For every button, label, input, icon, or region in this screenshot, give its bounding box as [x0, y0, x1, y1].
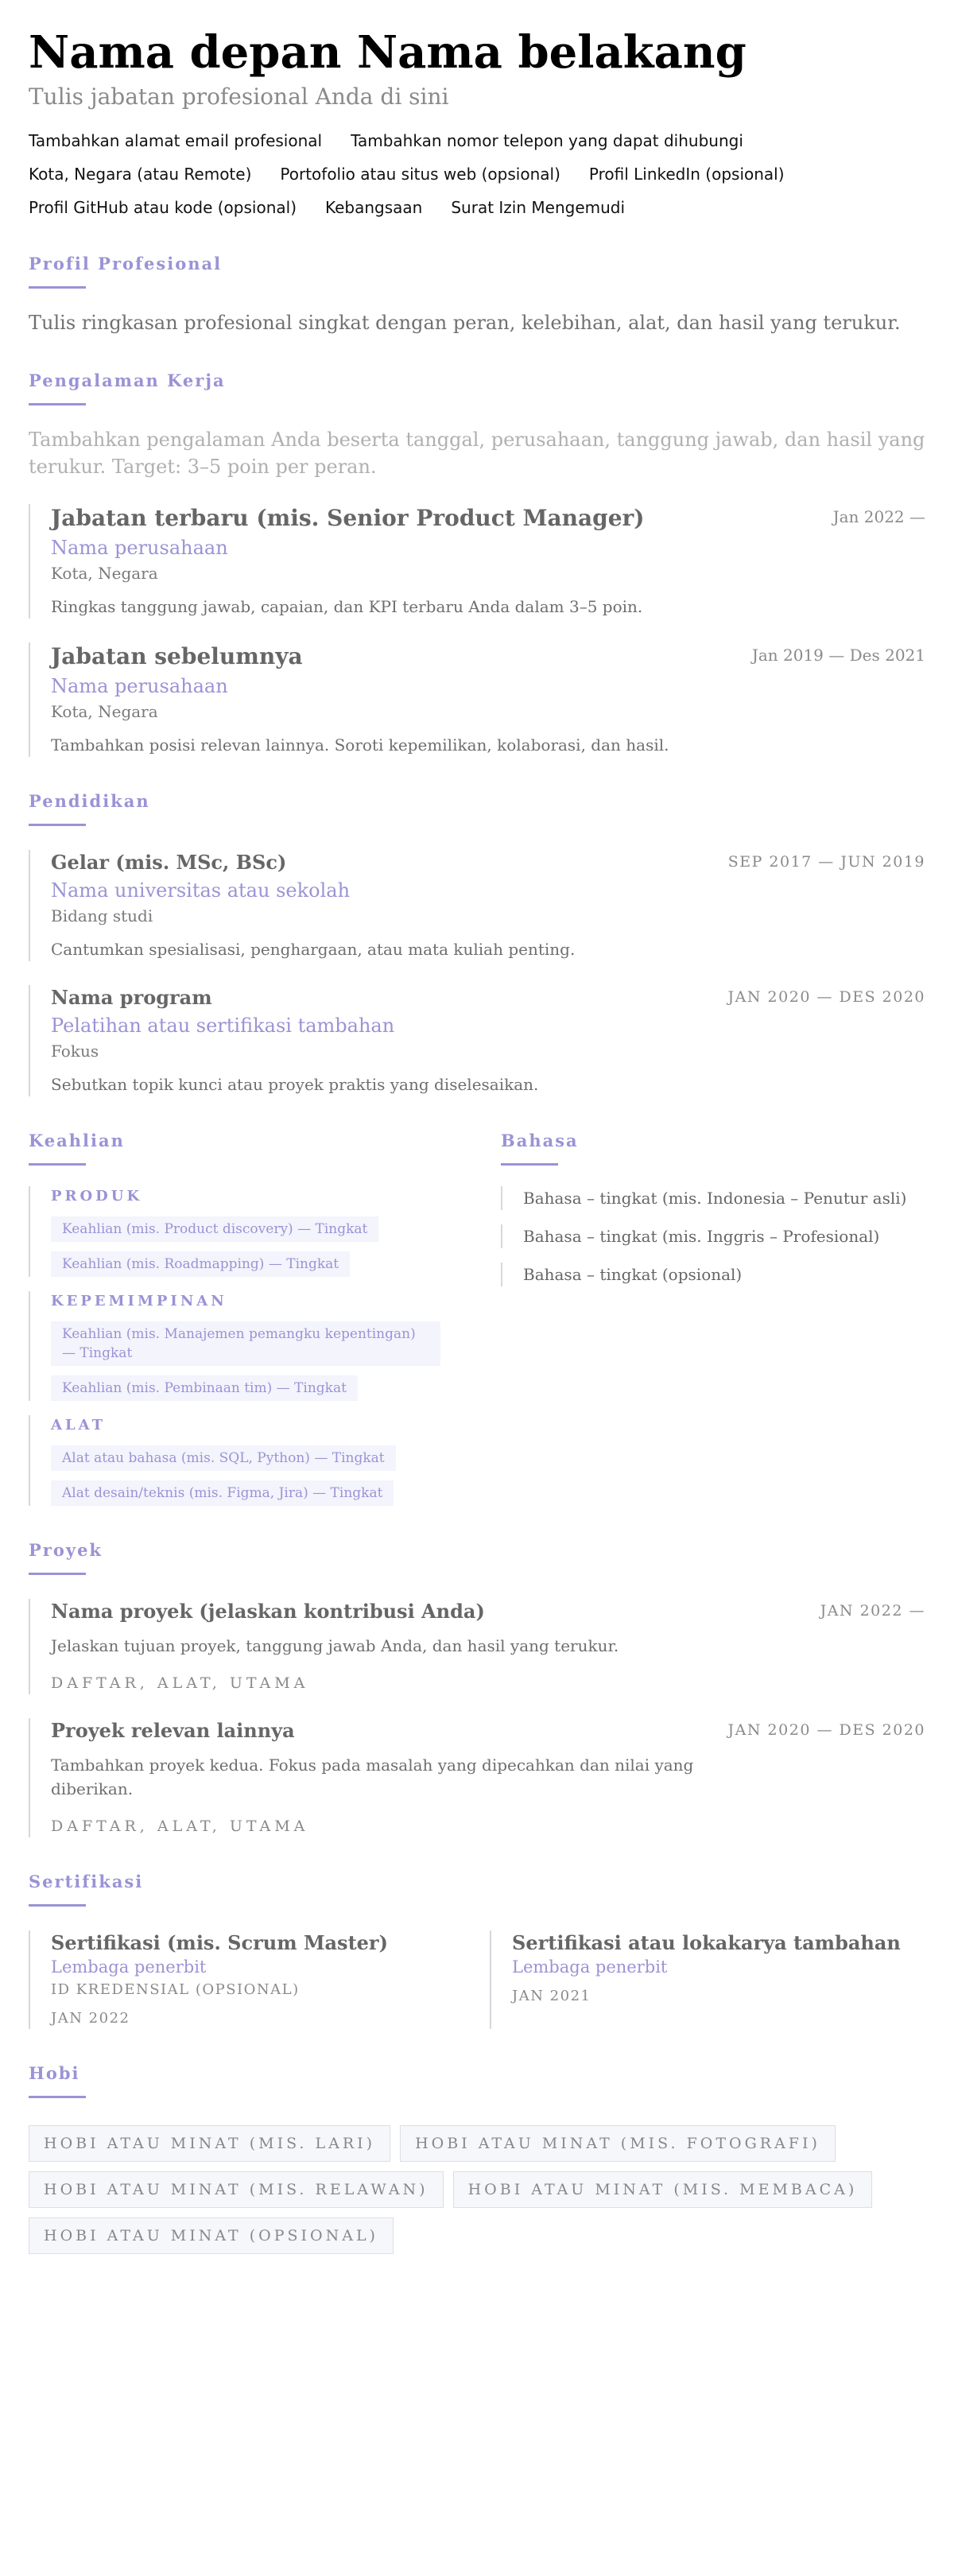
skill-category: PRODUK: [51, 1188, 143, 1205]
section-title: Pendidikan: [29, 791, 150, 811]
skill-group: [29, 1291, 474, 1401]
language-item: Bahasa – tingkat (opsional): [501, 1263, 925, 1286]
education-description: Cantumkan spesialisasi, penghargaan, atau mata kuliah penting.: [51, 940, 576, 959]
language-item: Bahasa – tingkat (mis. Indonesia – Penutur asli): [501, 1186, 925, 1210]
section-divider: [29, 1904, 86, 1907]
project-description: Tambahkan proyek kedua. Fokus pada masalah yang dipecahkan dan nilai yang diberikan.: [51, 1755, 694, 1798]
project-name: Nama proyek (jelaskan kontribusi Anda): [51, 1600, 485, 1623]
skill-category: KEPEMIMPINAN: [51, 1293, 227, 1309]
project-description: Jelaskan tujuan proyek, tanggung jawab Anda, dan hasil yang terukur.: [51, 1636, 619, 1655]
hobbies-section: [29, 2062, 925, 2254]
section-title: Sertifikasi: [29, 1872, 144, 1891]
skill-chip: Keahlian (mis. Pembinaan tim) — Tingkat: [51, 1375, 358, 1401]
skill-chip: Alat desain/teknis (mis. Figma, Jira) — Tingkat: [51, 1480, 394, 1506]
certification-name: Sertifikasi atau lokakarya tambahan: [512, 1931, 901, 1954]
resume-header: [29, 27, 925, 219]
project-name: Proyek relevan lainnya: [51, 1719, 295, 1742]
section-divider: [29, 403, 86, 405]
section-divider: [29, 824, 86, 826]
section-divider: [29, 2096, 86, 2098]
project-tags: DAFTAR, ALAT, UTAMA: [51, 1818, 309, 1835]
school-name: Nama universitas atau sekolah: [51, 879, 351, 902]
job-date: Jan 2019 — Des 2021: [751, 646, 925, 665]
certification-issuer: Lembaga penerbit: [512, 1957, 668, 1977]
languages-section: [501, 1130, 925, 1506]
education-section: [29, 790, 925, 1096]
contact-linkedin: Profil LinkedIn (opsional): [588, 165, 785, 184]
section-title: Profil Profesional: [29, 254, 223, 274]
contact-portfolio: Portofolio atau situs web (opsional): [280, 165, 560, 184]
hobby-list: [29, 2125, 925, 2254]
project-entry: [29, 1718, 925, 1837]
school-name: Pelatihan atau sertifikasi tambahan: [51, 1014, 395, 1037]
section-divider: [501, 1163, 558, 1166]
project-tags: DAFTAR, ALAT, UTAMA: [51, 1674, 309, 1692]
full-name: Nama depan Nama belakang: [29, 26, 747, 79]
education-description: Sebutkan topik kunci atau proyek praktis yang diselesaikan.: [51, 1075, 539, 1094]
experience-section: [29, 370, 925, 757]
degree-name: Nama program: [51, 986, 212, 1009]
skill-chip: Alat atau bahasa (mis. SQL, Python) — Tingkat: [51, 1445, 396, 1471]
section-divider: [29, 286, 86, 289]
company-name: Nama perusahaan: [51, 537, 228, 559]
company-name: Nama perusahaan: [51, 675, 228, 697]
experience-entry: [29, 642, 925, 757]
certification-date: JAN 2021: [512, 1988, 591, 2004]
language-list: [501, 1186, 925, 1286]
projects-section: [29, 1539, 925, 1837]
certification-list: [29, 1930, 925, 2029]
section-divider: [29, 1573, 86, 1575]
certifications-section: [29, 1871, 925, 2029]
experience-intro: Tambahkan pengalaman Anda beserta tanggal, perusahaan, tanggung jawab, dan hasil yang terukur. Target: 3–5 poin per peran.: [29, 429, 925, 478]
experience-entry: [29, 504, 925, 619]
section-title: Bahasa: [501, 1131, 579, 1150]
skill-chip: Keahlian (mis. Roadmapping) — Tingkat: [51, 1251, 350, 1277]
project-entry: [29, 1599, 925, 1694]
certification-name: Sertifikasi (mis. Scrum Master): [51, 1931, 388, 1954]
field-of-study: Fokus: [51, 1042, 99, 1061]
section-title: Pengalaman Kerja: [29, 370, 226, 390]
profile-summary: Tulis ringkasan profesional singkat dengan peran, kelebihan, alat, dan hasil yang terukur.: [29, 312, 901, 334]
project-date: JAN 2022 —: [820, 1602, 925, 1620]
degree-name: Gelar (mis. MSc, BSc): [51, 851, 287, 874]
project-date: JAN 2020 — DES 2020: [727, 1721, 925, 1739]
section-title: Hobi: [29, 2063, 80, 2083]
skill-category: ALAT: [51, 1417, 106, 1433]
skill-group: [29, 1186, 474, 1277]
credential-id: ID KREDENSIAL (OPSIONAL): [51, 1981, 300, 1998]
profile-section: [29, 253, 925, 336]
job-location: Kota, Negara: [51, 564, 158, 583]
section-divider: [29, 1163, 86, 1166]
section-title: Proyek: [29, 1540, 103, 1560]
contact-driving-license: Surat Izin Mengemudi: [451, 198, 626, 217]
job-title: Tulis jabatan profesional Anda di sini: [29, 83, 449, 110]
skills-section: [29, 1130, 474, 1506]
contact-list: [29, 129, 925, 219]
contact-phone: Tambahkan nomor telepon yang dapat dihubungi: [351, 131, 743, 150]
education-entry: [29, 850, 925, 961]
education-entry: [29, 985, 925, 1096]
job-role: Jabatan terbaru (mis. Senior Product Manager): [51, 505, 645, 531]
field-of-study: Bidang studi: [51, 906, 153, 925]
contact-email: Tambahkan alamat email profesional: [29, 131, 323, 150]
job-location: Kota, Negara: [51, 702, 158, 721]
skill-group: [29, 1415, 474, 1506]
certification-entry: [29, 1930, 490, 2029]
job-description: Ringkas tanggung jawab, capaian, dan KPI terbaru Anda dalam 3–5 poin.: [51, 597, 643, 616]
contact-location: Kota, Negara (atau Remote): [29, 165, 252, 184]
hobby-tag: HOBI ATAU MINAT (OPSIONAL): [29, 2217, 394, 2254]
education-date: SEP 2017 — JUN 2019: [727, 853, 925, 871]
hobby-tag: HOBI ATAU MINAT (MIS. LARI): [29, 2125, 390, 2162]
section-title: Keahlian: [29, 1131, 125, 1150]
skills-languages-row: [29, 1130, 925, 1506]
skill-chip: Keahlian (mis. Product discovery) — Tingkat: [51, 1216, 378, 1242]
education-date: JAN 2020 — DES 2020: [727, 988, 925, 1006]
hobby-tag: HOBI ATAU MINAT (MIS. FOTOGRAFI): [400, 2125, 836, 2162]
contact-github: Profil GitHub atau kode (opsional): [29, 198, 297, 217]
job-description: Tambahkan posisi relevan lainnya. Soroti kepemilikan, kolaborasi, dan hasil.: [51, 735, 669, 755]
certification-issuer: Lembaga penerbit: [51, 1957, 207, 1977]
skill-chip: Keahlian (mis. Manajemen pemangku kepentingan) — Tingkat: [51, 1321, 440, 1366]
job-role: Jabatan sebelumnya: [51, 643, 303, 669]
certification-date: JAN 2022: [51, 2010, 130, 2027]
certification-entry: [490, 1930, 925, 2029]
language-item: Bahasa – tingkat (mis. Inggris – Profesional): [501, 1224, 925, 1248]
hobby-tag: HOBI ATAU MINAT (MIS. MEMBACA): [453, 2171, 873, 2208]
hobby-tag: HOBI ATAU MINAT (MIS. RELAWAN): [29, 2171, 444, 2208]
contact-nationality: Kebangsaan: [325, 198, 423, 217]
job-date: Jan 2022 —: [832, 507, 925, 526]
